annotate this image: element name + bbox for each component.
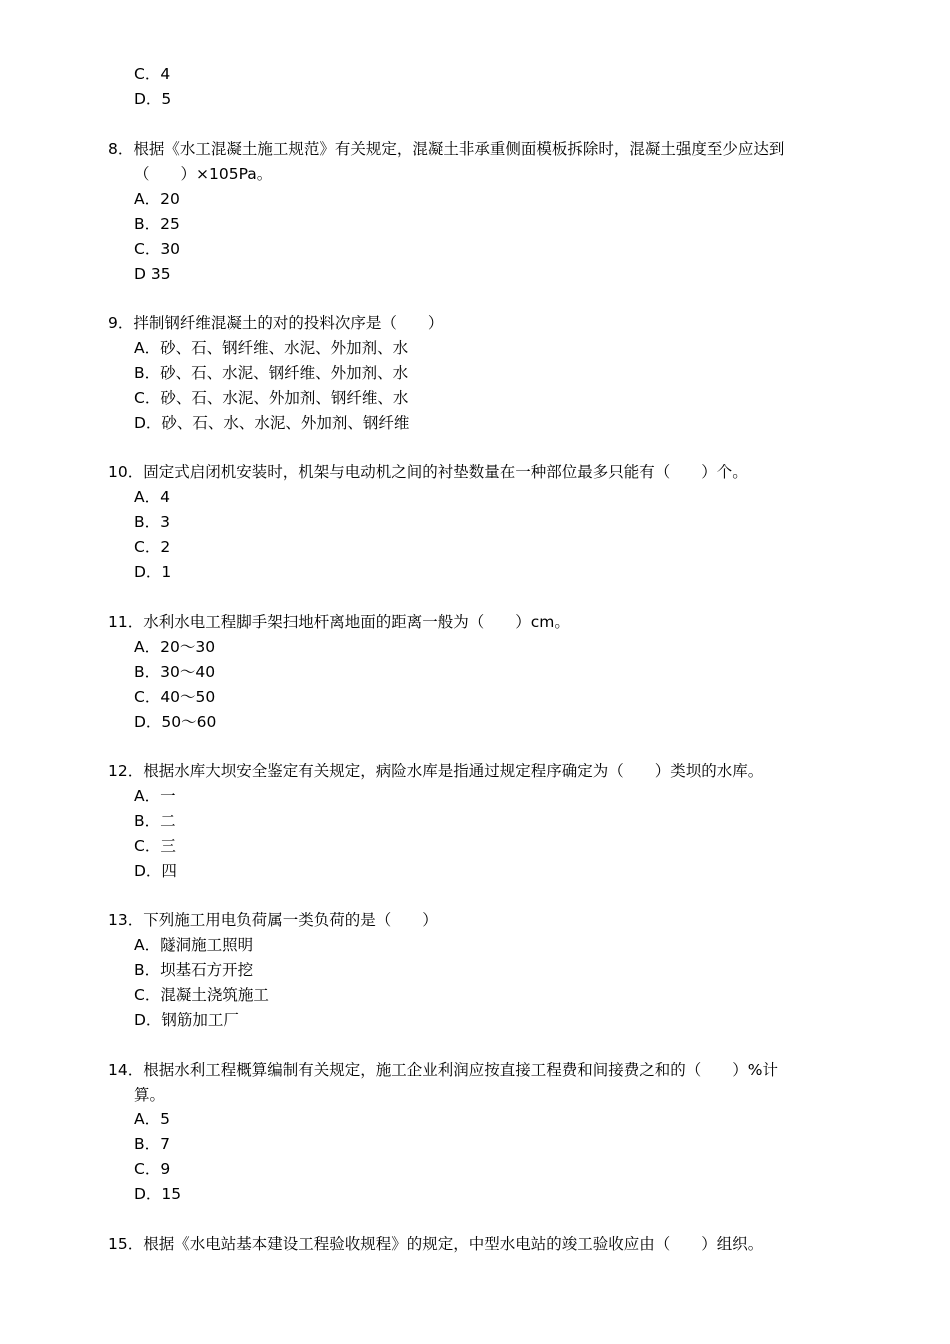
- q14-option-a: A．5: [134, 1110, 170, 1128]
- q12-stem: 12．根据水库大坝安全鉴定有关规定，病险水库是指通过规定程序确定为（ ）类坝的水库。: [108, 762, 764, 780]
- q12-option-a: A．一: [134, 787, 176, 805]
- q11-option-a: A．20～30: [134, 638, 216, 656]
- q12-option-b: B．二: [134, 812, 176, 830]
- q9-option-d: D．砂、石、水、水泥、外加剂、钢纤维: [134, 414, 410, 432]
- q15-stem: 15．根据《水电站基本建设工程验收规程》的规定，中型水电站的竣工验收应由（ ）组织。: [108, 1235, 764, 1253]
- q11-stem: 11．水利水电工程脚手架扫地杆离地面的距离一般为（ ）cm。: [108, 613, 570, 631]
- q9-option-b: B．砂、石、水泥、钢纤维、外加剂、水: [134, 364, 409, 382]
- q14-stem-continued: 算。: [134, 1086, 166, 1104]
- q12-option-c: C．三: [134, 837, 176, 855]
- q14-option-d: D．15: [134, 1185, 182, 1203]
- q9-stem: 9．拌制钢纤维混凝土的对的投料次序是（ ）: [108, 314, 444, 332]
- q11-option-b: B．30～40: [134, 663, 216, 681]
- q7-option-d: D．5: [134, 90, 172, 108]
- q10-option-a: A．4: [134, 488, 170, 506]
- q9-option-a: A．砂、石、钢纤维、水泥、外加剂、水: [134, 339, 409, 357]
- q8-stem-continued: （ ）×105Pa。: [134, 165, 273, 183]
- q13-stem: 13．下列施工用电负荷属一类负荷的是（ ）: [108, 911, 438, 929]
- q8-option-a: A．20: [134, 190, 180, 208]
- q13-option-d: D．钢筋加工厂: [134, 1011, 239, 1029]
- q10-option-b: B．3: [134, 513, 170, 531]
- q10-option-d: D．1: [134, 563, 172, 581]
- q14-option-c: C．9: [134, 1160, 171, 1178]
- q14-option-b: B．7: [134, 1135, 170, 1153]
- q9-option-c: C．砂、石、水泥、外加剂、钢纤维、水: [134, 389, 409, 407]
- q8-stem: 8．根据《水工混凝土施工规范》有关规定，混凝土非承重侧面模板拆除时，混凝土强度至少应达到: [108, 140, 785, 158]
- q11-option-d: D．50～60: [134, 713, 217, 731]
- q8-option-b: B．25: [134, 215, 180, 233]
- q8-option-d: D 35: [134, 265, 171, 283]
- q13-option-a: A．隧洞施工照明: [134, 936, 254, 954]
- q13-option-b: B．坝基石方开挖: [134, 961, 254, 979]
- q13-option-c: C．混凝土浇筑施工: [134, 986, 269, 1004]
- q11-option-c: C．40～50: [134, 688, 216, 706]
- q10-option-c: C．2: [134, 538, 171, 556]
- q8-option-c: C．30: [134, 240, 181, 258]
- q12-option-d: D．四: [134, 862, 177, 880]
- q7-option-c: C．4: [134, 65, 171, 83]
- q14-stem: 14．根据水利工程概算编制有关规定，施工企业利润应按直接工程费和间接费之和的（ ）%计: [108, 1061, 778, 1079]
- q10-stem: 10．固定式启闭机安装时，机架与电动机之间的衬垫数量在一种部位最多只能有（ ）个。: [108, 463, 748, 481]
